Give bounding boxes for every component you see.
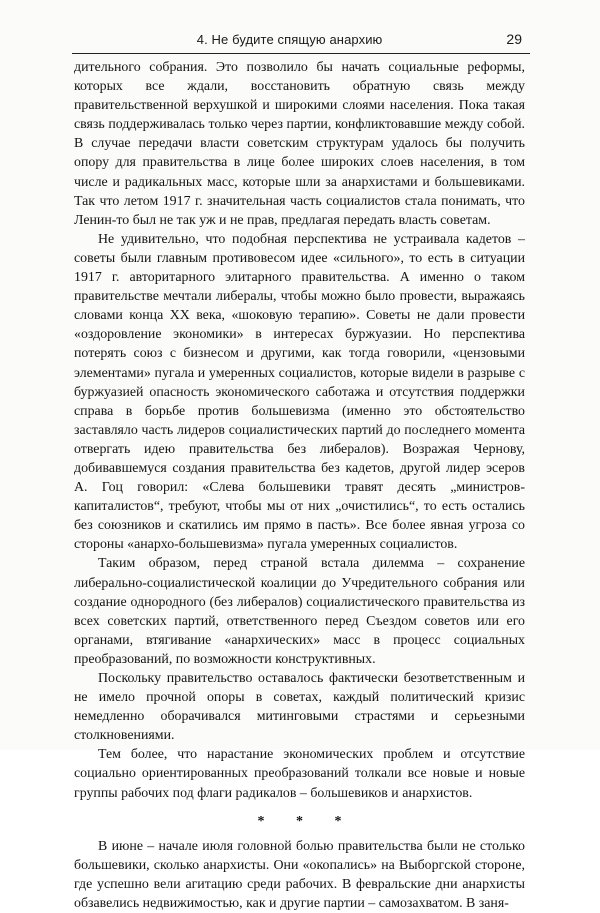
paragraph-continued: дительного собрания. Это позволило бы начать социальные реформы, которых все ждали, восстановить обратную связь между правительственной верхушкой и широкими слоями населения. Пока такая связь поддерживалась только через партии, конфликтовавшие между собой. В случае передачи власти советским структурам удалось бы получить опору для правительства в лице более широких слоев населения, в том числе и радикальных масс, которые шли за анархистами и большевиками. Так что летом 1917 г. значительная часть социалистов стала понимать, что Ленин-то был не так уж и не прав, предлагая передать власть советам. (74, 60, 525, 228)
page-number: 29 (506, 31, 522, 47)
paragraph: Поскольку правительство оставалось фактически безответственным и не имело прочной опоры в советах, каждый политический кризис немедленно оборачивался митинговыми страстями и серьезными столкновениями. (74, 671, 525, 744)
paragraph: Не удивительно, что подобная перспектива не устраивала кадетов – советы были главным противовесом идее «сильного», то есть в ситуации 1917 г. авторитарного элитарного правительства. А именно о таком правительстве мечтали либералы, чтобы можно было провести, выражаясь словами конца XX века, «шоковую терапию». Советы не дали провести «оздоровление экономики» в интересах буржуазии. Но перспектива потерять союз с бизнесом и другими, как тогда говорили, «цензовыми элементами» пугала и умеренных социалистов, которые видели в разрыве с буржуазией опасность экономического саботажа и отсутствия поддержки справа в борьбе против большевизма (именно это обстоятельство заставляло часть лидеров социалистических партий до последнего момента отвергать идею правительства без либералов). Возражая Чернову, добивавшемуся создания правительства без кадетов, другой лидер эсеров А. Гоц говорил: «Слева большевики травят десять „министров-капиталистов“, требуют, чтобы мы от них „очистились“, то есть остались без союзников и скатились им прямо в пасть». Все более явная угроза со стороны «анархо-большевизма» пугала умеренных социалистов. (74, 231, 525, 553)
header-rule (72, 53, 530, 54)
paragraph: Таким образом, перед страной встала дилемма – сохранение либерально-социалистической коалиции до Учредительного собрания или создание однородного (без либералов) социалистического правительства из всех советских партий, ответственного перед Съездом советов или его органами, втягивание «анархических» масс в процесс социальных преобразований, по возможности конструктивных. (74, 556, 525, 667)
chapter-title: 4. Не будите спящую анархию (196, 31, 383, 47)
section-separator: * * * (257, 813, 356, 829)
running-header (72, 28, 522, 50)
paragraph: Тем более, что нарастание экономических проблем и отсутствие социально ориентированных преобразований толкали все новые и новые группы рабочих под флаги радикалов – большевиков и анархистов. (74, 747, 525, 801)
body-text (74, 58, 525, 913)
paragraph: В июне – начале июля головной болью правительства были не столько большевики, сколько анархисты. Они «окопались» на Выборгской стороне, где успешно вели агитацию среди рабочих. В февральские дни анархисты обзавелись недвижимостью, как и другие партии – самозахватом. В заня- (74, 838, 525, 912)
